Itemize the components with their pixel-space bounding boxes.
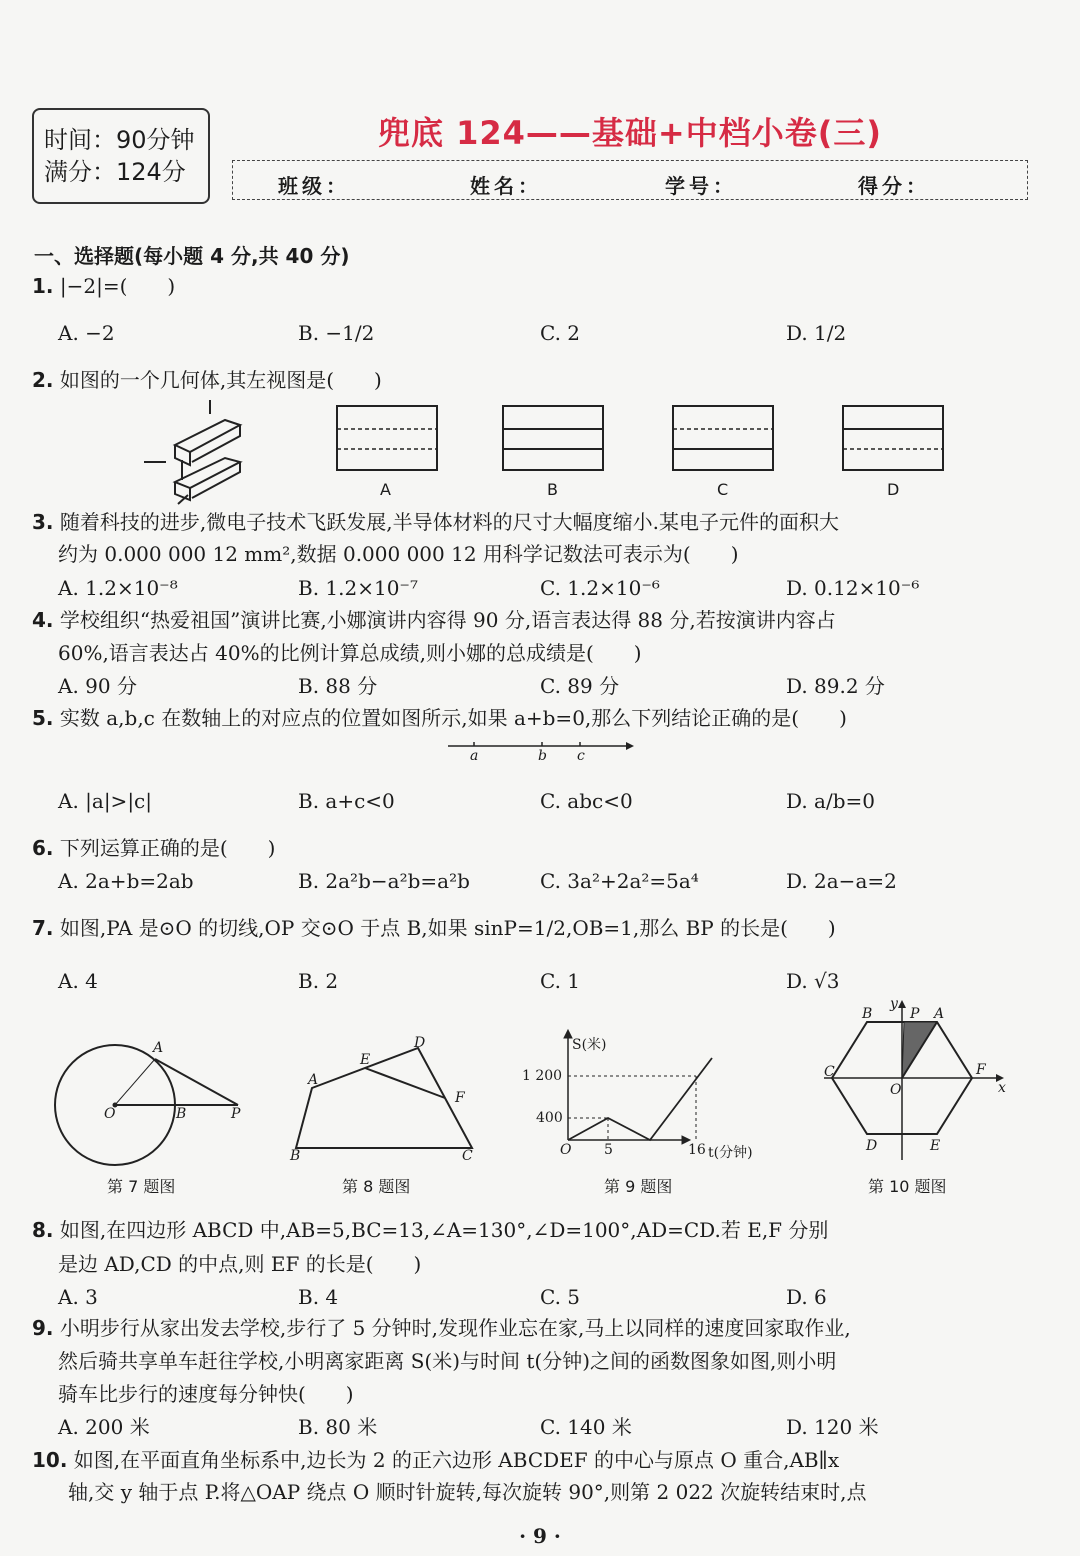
fig9-y-tick-400: 400 (536, 1110, 563, 1126)
question-6-option-d: D. 2a−a=2 (786, 869, 897, 893)
question-7-option-d: D. √3 (786, 969, 840, 993)
question-9-option-a: A. 200 米 (58, 1415, 150, 1439)
fig10-caption: 第 10 题图 (868, 1177, 947, 1196)
question-9-option-d: D. 120 米 (786, 1415, 879, 1439)
question-1-option-b: B. −1/2 (298, 321, 375, 345)
question-4-stem: 4. 学校组织“热爱祖国”演讲比赛,小娜演讲内容得 90 分,语言表达得 88 分,若按演讲内容占 (32, 608, 836, 632)
question-2-option-d-figure (842, 405, 944, 471)
fig10-label-x: x (998, 1080, 1006, 1096)
fig8-label-e: E (360, 1052, 371, 1068)
question-4-option-b: B. 88 分 (298, 674, 378, 698)
question-2-stem: 2. 如图的一个几何体,其左视图是( ) (32, 368, 382, 392)
question-8-stem-line-2: 是边 AD,CD 的中点,则 EF 的长是( ) (58, 1252, 422, 1276)
student-id-field: 学号： (665, 174, 737, 198)
question-4-option-d: D. 89.2 分 (786, 674, 885, 698)
question-3-option-a: A. 1.2×10⁻⁸ (58, 576, 178, 600)
number-line-label-a: a (470, 748, 479, 764)
question-5-option-c: C. abc<0 (540, 789, 633, 813)
score-label: 满分：124分 (44, 158, 186, 186)
question-2-label-c: C (717, 480, 729, 499)
question-2-option-a-figure (336, 405, 438, 471)
question-6-option-c: C. 3a²+2a²=5a⁴ (540, 869, 699, 893)
fig10-label-p: P (910, 1006, 920, 1022)
fig10-label-f: F (976, 1062, 986, 1078)
fig9-y-axis-label: S(米) (572, 1037, 607, 1053)
page-number: · 9 · (519, 1524, 561, 1548)
fig10-label-e: E (930, 1138, 941, 1154)
question-3-option-c: C. 1.2×10⁻⁶ (540, 576, 660, 600)
fig7-label-p: P (231, 1106, 241, 1122)
fig8-caption: 第 8 题图 (342, 1177, 411, 1196)
question-4-stem-line-2: 60%,语言表达占 40%的比例计算总成绩,则小娜的总成绩是( ) (58, 641, 642, 665)
exam-info-box (32, 108, 210, 204)
page-title: 兜底 124——基础+中档小卷(三) (377, 114, 882, 152)
question-9-option-c: C. 140 米 (540, 1415, 632, 1439)
fig7-label-o: O (104, 1106, 116, 1122)
question-8-option-d: D. 6 (786, 1285, 827, 1309)
question-6-stem: 6. 下列运算正确的是( ) (32, 836, 276, 860)
fig10-label-o: O (890, 1082, 902, 1098)
question-6-option-a: A. 2a+b=2ab (58, 869, 194, 893)
question-3-stem: 3. 随着科技的进步,微电子技术飞跃发展,半导体材料的尺寸大幅度缩小.某电子元件的面积大 (32, 510, 839, 534)
question-1-option-c: C. 2 (540, 321, 581, 345)
question-5-option-a: A. |a|>|c| (58, 789, 152, 813)
fig8-label-a: A (308, 1072, 319, 1088)
fig8-label-f: F (455, 1090, 465, 1106)
question-9-option-b: B. 80 米 (298, 1415, 378, 1439)
question-7-option-b: B. 2 (298, 969, 339, 993)
fig8-label-b: B (290, 1148, 301, 1164)
question-8-option-a: A. 3 (58, 1285, 98, 1309)
question-8-option-c: C. 5 (540, 1285, 581, 1309)
question-3-stem-line-2: 约为 0.000 000 12 mm²,数据 0.000 000 12 用科学记数法可表示为( ) (58, 542, 739, 566)
question-10-stem-line-2: 轴,交 y 轴于点 P.将△OAP 绕点 O 顺时针旋转,每次旋转 90°,则第 2 022 次旋转结束时,点 (68, 1480, 867, 1504)
fig7-label-a: A (153, 1040, 164, 1056)
question-2-label-a: A (380, 480, 391, 499)
time-label: 时间：90分钟 (44, 126, 195, 154)
fig9-x-tick-16: 16 (688, 1142, 706, 1158)
question-3-option-d: D. 0.12×10⁻⁶ (786, 576, 920, 600)
fig9-x-tick-5: 5 (604, 1142, 613, 1158)
question-1-option-a: A. −2 (58, 321, 115, 345)
fig8-label-c: C (462, 1148, 473, 1164)
fig7-label-b: B (176, 1106, 187, 1122)
question-5-option-b: B. a+c<0 (298, 789, 395, 813)
fig8-label-d: D (414, 1035, 426, 1051)
question-7-option-c: C. 1 (540, 969, 581, 993)
question-2-label-b: B (547, 480, 558, 499)
question-7-option-a: A. 4 (58, 969, 98, 993)
question-10-stem: 10. 如图,在平面直角坐标系中,边长为 2 的正六边形 ABCDEF 的中心与原点 O 重合,AB∥x (32, 1448, 840, 1472)
question-2-option-c-figure (672, 405, 774, 471)
fig10-label-a: A (934, 1006, 945, 1022)
question-9-stem: 9. 小明步行从家出发去学校,步行了 5 分钟时,发现作业忘在家,马上以同样的速度回家取作业, (32, 1316, 851, 1340)
question-5-stem: 5. 实数 a,b,c 在数轴上的对应点的位置如图所示,如果 a+b=0,那么下列结论正确的是( ) (32, 706, 847, 730)
fig9-origin: O (560, 1142, 572, 1158)
fig9-y-tick-1200: 1 200 (522, 1068, 563, 1084)
question-9-stem-line-3: 骑车比步行的速度每分钟快( ) (58, 1382, 354, 1406)
number-line-label-c: c (577, 748, 585, 764)
section-title: 一、选择题(每小题 4 分,共 40 分) (34, 244, 350, 268)
figure-10-hexagon-graph (822, 1000, 1012, 1165)
question-4-option-a: A. 90 分 (58, 674, 137, 698)
fig10-label-c: C (824, 1064, 835, 1080)
question-9-stem-line-2: 然后骑共享单车赶往学校,小明离家距离 S(米)与时间 t(分钟)之间的函数图象如图,则小明 (58, 1349, 837, 1373)
question-8-option-b: B. 4 (298, 1285, 339, 1309)
class-field: 班级： (278, 174, 350, 198)
score-field: 得分： (858, 174, 930, 198)
figure-8-quadrilateral (290, 1040, 480, 1155)
question-2-label-d: D (887, 480, 900, 499)
question-3-option-b: B. 1.2×10⁻⁷ (298, 576, 418, 600)
question-2-solid-figure (140, 400, 250, 505)
fig7-caption: 第 7 题图 (107, 1177, 176, 1196)
question-2-option-b-figure (502, 405, 604, 471)
question-7-stem: 7. 如图,PA 是⊙O 的切线,OP 交⊙O 于点 B,如果 sinP=1/2,OB=1,那么 BP 的长是( ) (32, 916, 836, 940)
figure-7-circle-tangent (50, 1040, 250, 1170)
question-1-stem: 1. |−2|=( ) (32, 274, 176, 298)
fig10-label-y: y (890, 996, 898, 1012)
question-6-option-b: B. 2a²b−a²b=a²b (298, 869, 470, 893)
question-4-option-c: C. 89 分 (540, 674, 620, 698)
name-field: 姓名： (470, 174, 542, 198)
question-8-stem: 8. 如图,在四边形 ABCD 中,AB=5,BC=13,∠A=130°,∠D=100°,AD=CD.若 E,F 分别 (32, 1218, 829, 1242)
fig10-label-b: B (862, 1006, 873, 1022)
fig9-x-axis-label: t(分钟) (708, 1145, 753, 1161)
question-1-option-d: D. 1/2 (786, 321, 847, 345)
number-line-label-b: b (538, 748, 547, 764)
fig9-caption: 第 9 题图 (604, 1177, 673, 1196)
fig10-label-d: D (866, 1138, 878, 1154)
question-5-option-d: D. a/b=0 (786, 789, 875, 813)
